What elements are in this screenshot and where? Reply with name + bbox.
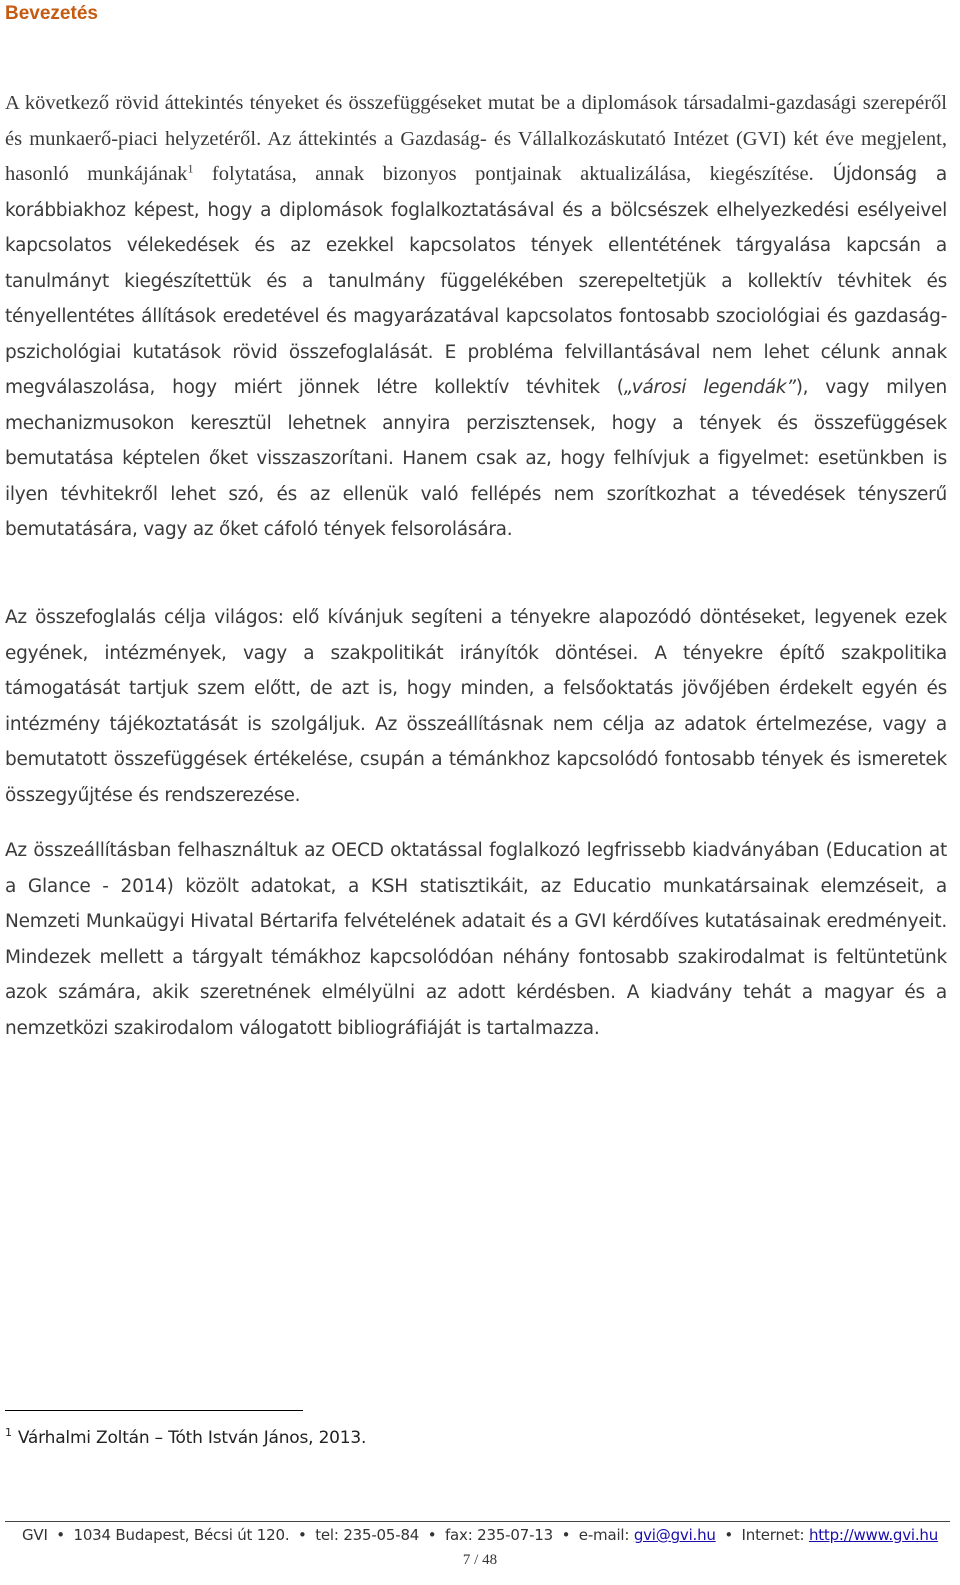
footnote-mark: 1: [5, 1426, 12, 1440]
footer-bullet: •: [427, 1526, 437, 1544]
page-footer: [0, 1523, 960, 1547]
intro-text-sans: Újdonság a korábbiakhoz képest, hogy a diplomások foglalkoztatásával és a bölcsészek elhelyezkedési esélyeivel kapcsolatos vélekedések és az ezekkel kapcsolatos tények ellentétének tárgyalása kapcsán a tanulmányt kiegészítettük és a tanulmány függelékében szerepeltetjük a kollektív tévhitek és tényellentétes állítások eredetével és magyarázatával kapcsolatos fontosabb szociológiai és gazdaság-pszichológiai kutatások rövid összefoglalását. E probléma felvillantásával nem lehet célunk annak megválaszolása, hogy miért jönnek létre kollektív tévhitek (: [5, 164, 947, 398]
intro-text-serif-end: folytatása, annak bizonyos pontjainak aktualizálása, kiegészítése.: [193, 163, 814, 185]
footnote-separator: [5, 1410, 303, 1411]
footer-bullet: •: [56, 1526, 65, 1544]
footnote-reference[interactable]: 1: [187, 161, 194, 176]
footnote-text: Várhalmi Zoltán – Tóth István János, 2013.: [17, 1428, 367, 1448]
intro-text-serif: A következő rövid áttekintés tényeket és összefüggéseket mutat be a diplomások társadalmi-gazdasági szerepéről és munkaerő-piaci helyzetéről. Az áttekintés a Gazdaság- és Vállalkozáskutató Intézet (GVI) két éve megjelent, hasonló munkájának: [5, 92, 947, 185]
sources-paragraph: Az összeállításban felhasználtuk az OECD oktatással foglalkozó legfrissebb kiadványában (Education at a Glance - 2014) közölt adatokat, a KSH statisztikáit, az Educatio munkatársainak elemzéseit, a Nemzeti Munkaügyi Hivatal Bértarifa felvételének adatait és a GVI kérdőíves kutatásainak eredményeit. Mindezek mellett a tárgyalt témákhoz kapcsolódóan néhány fontosabb szakirodalmat is feltüntetünk azok számára, akik szeretnének elmélyülni az adott kérdésben. A kiadvány tehát a magyar és a nemzetközi szakirodalom válogatott bibliográfiáját is tartalmazza.: [5, 840, 947, 1039]
footer-email-label: e-mail:: [578, 1526, 634, 1544]
footer-separator: [5, 1521, 950, 1522]
page-number: 7 / 48: [462, 1552, 498, 1568]
footer-org: GVI: [21, 1526, 48, 1544]
intro-text-sans-end: ), vagy milyen mechanizmusokon keresztül lehetnek annyira perzisztensek, hogy a tények és összefüggések bemutatása képtelen őket visszaszorítani. Hanem csak az, hogy felhívjuk a figyelmet: esetünkben is ilyen tévhitekről lehet szó, és az ellenük való fellépés nem szorítkozhat a tévedések tényszerű bemutatására, vagy az őket cáfoló tények felsorolására.: [5, 377, 947, 540]
goal-paragraph: Az összefoglalás célja világos: elő kívánjuk segíteni a tényekre alapozódó döntéseket, legyenek ezek egyének, intézmények, vagy a szakpolitikát irányítók döntései. A tényekre építő szakpolitika támogatását tartjuk szem előtt, de azt is, hogy minden, a felsőoktatás jövőjében érdekelt egyén és intézmény tájékoztatását is szolgáljuk. Az összeállításnak nem célja az adatok értelmezése, vagy a bemutatott összefüggések értékelése, csupán a témánkhoz kapcsolódó fontosabb tények és ismeretek összegyűjtése és rendszerezése.: [5, 607, 947, 806]
footer-phone: tel: 235-05-84: [315, 1526, 420, 1544]
footer-website-link[interactable]: http://www.gvi.hu: [808, 1526, 939, 1544]
intro-paragraph: [5, 86, 947, 548]
footer-bullet: •: [561, 1526, 571, 1544]
urban-legends-italic: „városi legendák”: [623, 377, 796, 398]
footnote: [5, 1424, 366, 1452]
footer-bullet: •: [297, 1526, 307, 1544]
footer-bullet: •: [724, 1526, 733, 1544]
footer-internet-label: Internet:: [741, 1526, 809, 1544]
footer-fax: fax: 235-07-13: [444, 1526, 553, 1544]
section-title: Bevezetés: [5, 3, 98, 24]
footer-email-link[interactable]: gvi@gvi.hu: [633, 1526, 716, 1544]
footer-address: 1034 Budapest, Bécsi út 120.: [73, 1526, 290, 1544]
